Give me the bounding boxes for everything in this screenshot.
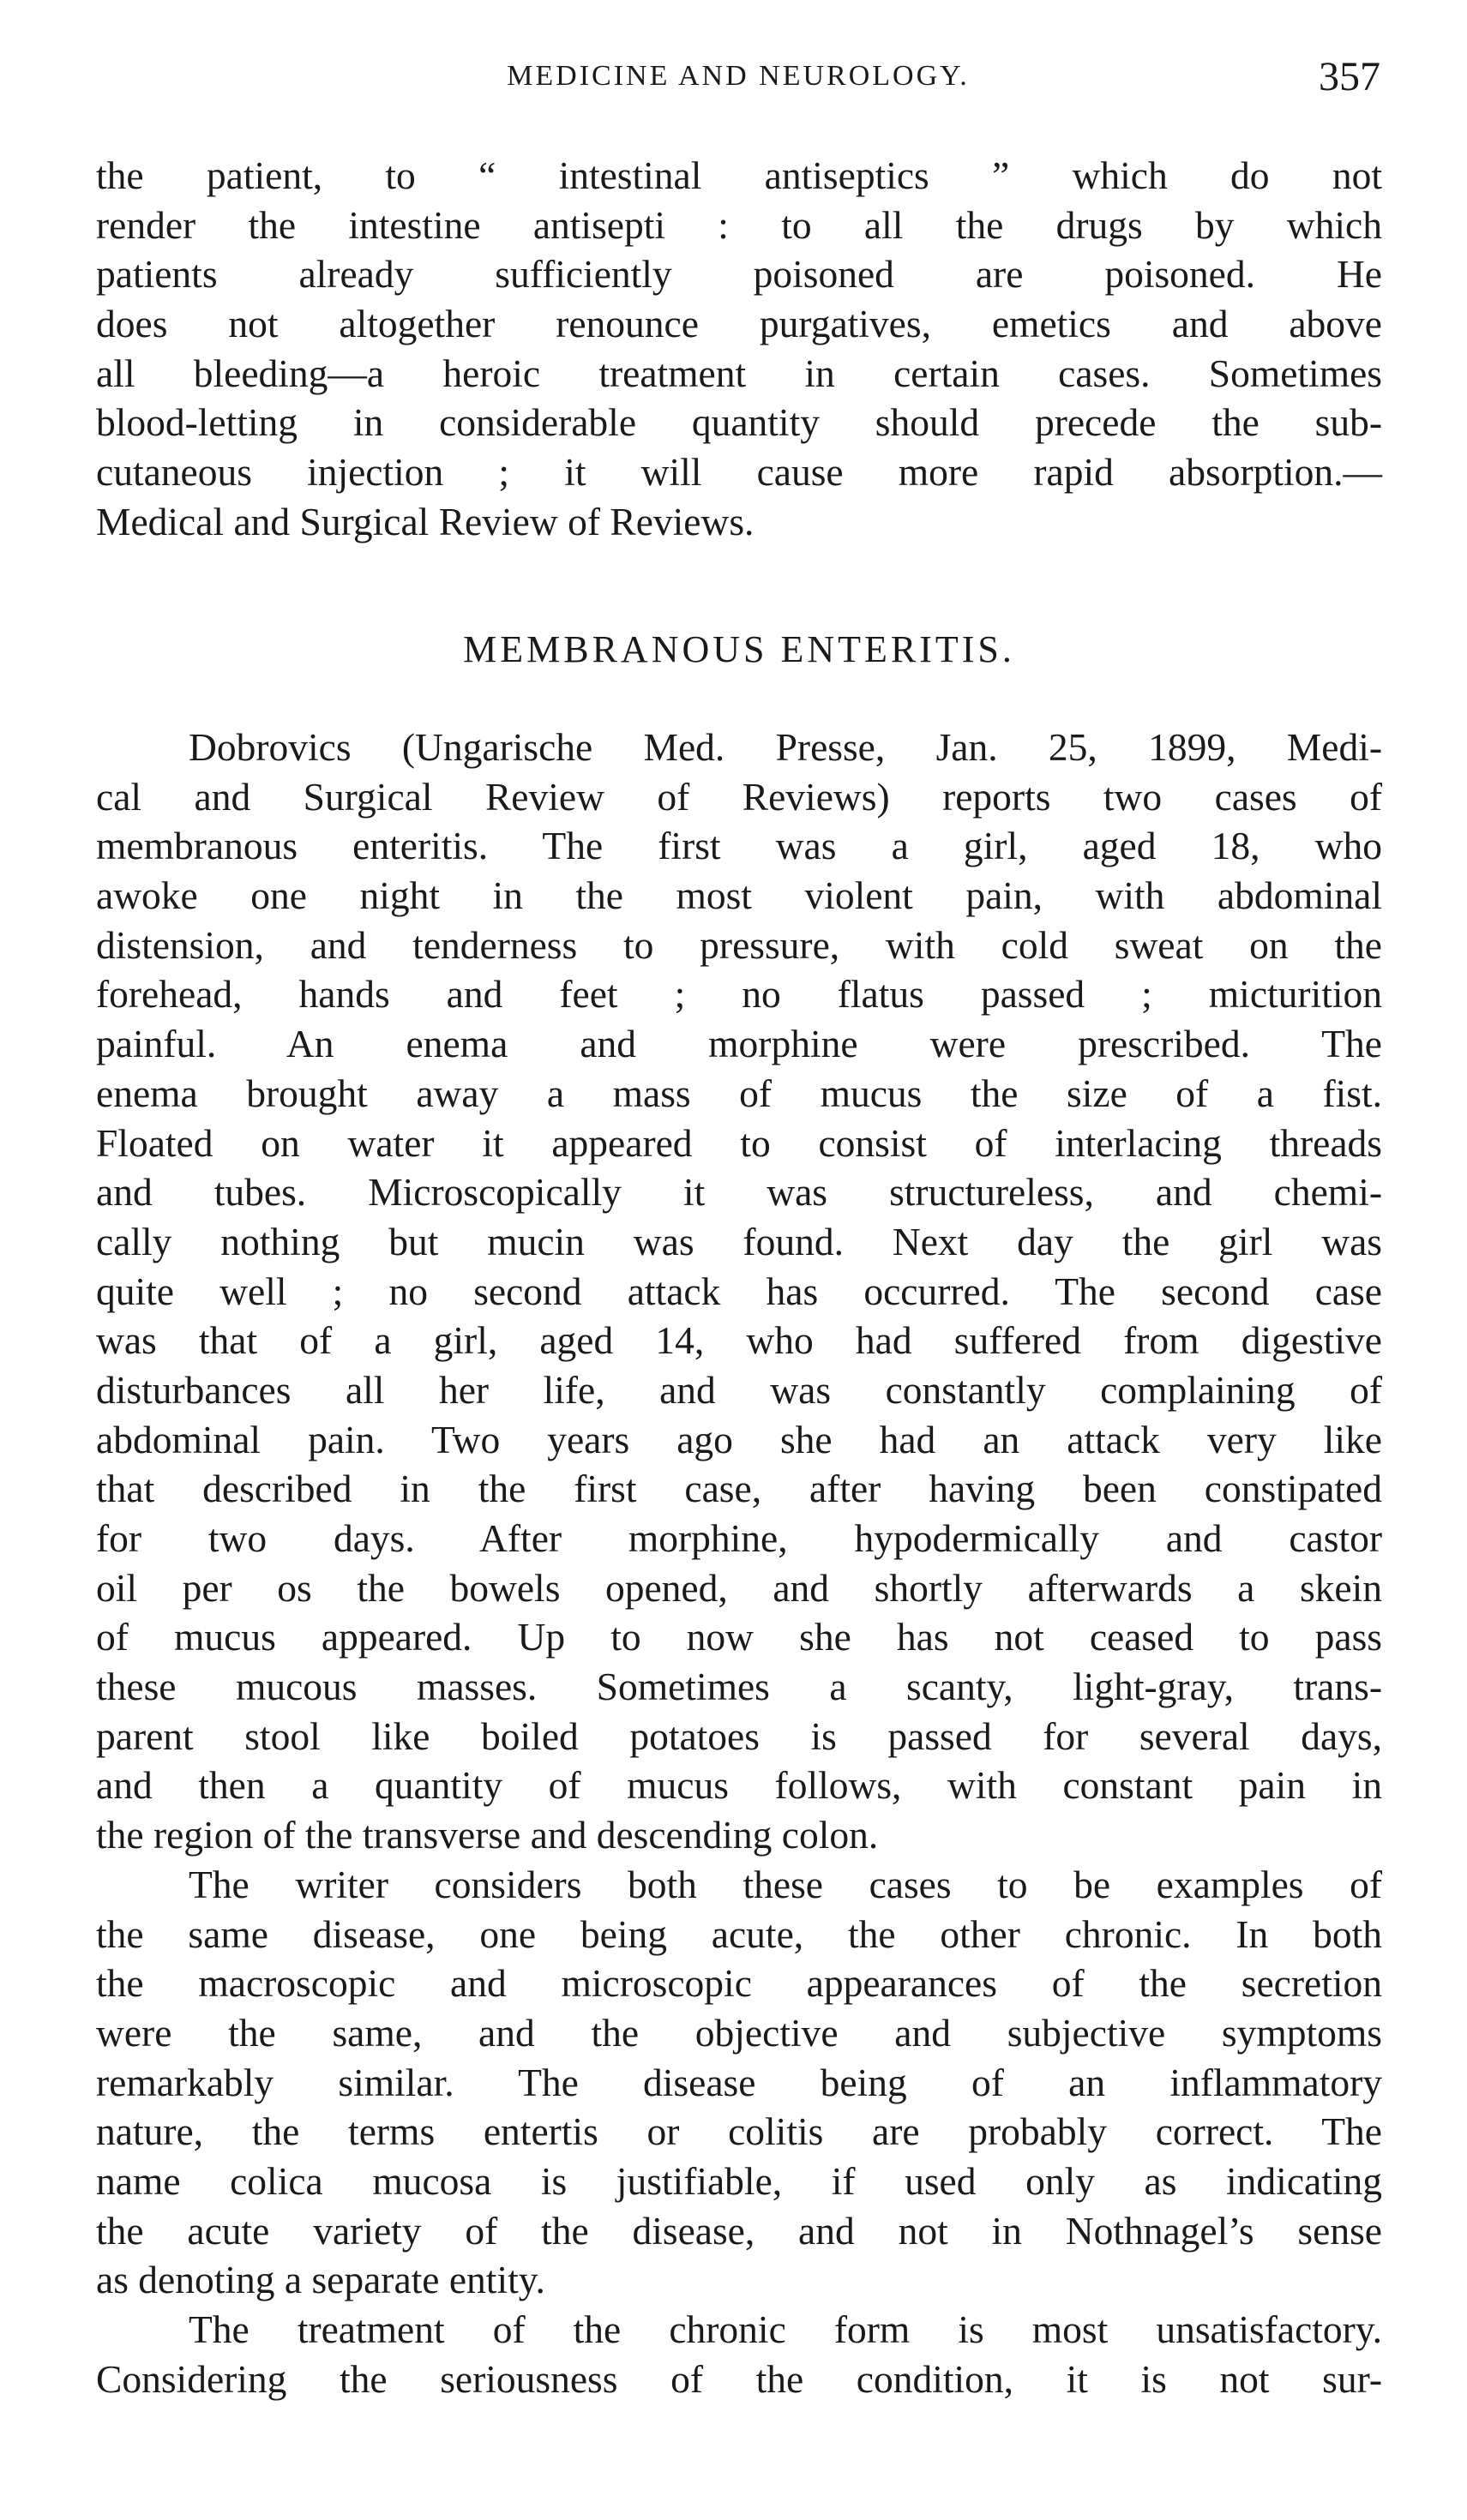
text-line: Medical and Surgical Review of Reviews. [96,499,755,543]
text-line: remarkably similar. The disease being of an inflammatory [96,2060,1382,2104]
text-line: and tubes. Microscopically it was structureless, and chemi- [96,1170,1382,1215]
text-line: blood-letting in considerable quantity should precede the sub- [96,400,1382,445]
text-line: the patient, to “ intestinal antiseptics ” which do not [96,153,1382,197]
text-line: was that of a girl, aged 14, who had suffered from digestive [96,1318,1382,1363]
page-number: 357 [1319,54,1380,99]
text-line: parent stool like boiled potatoes is passed for several days, [96,1713,1382,1758]
text-line: for two days. After morphine, hypodermically and castor [96,1516,1382,1560]
article-body [96,723,1382,2403]
text-line: all bleeding—a heroic treatment in certain cases. Sometimes [96,351,1382,395]
text-line: render the intestine antisepti : to all the drugs by which [96,202,1382,247]
text-line: Considering the seriousness of the condition, it is not sur- [96,2356,1382,2401]
running-head [96,53,1380,113]
text-line: these mucous masses. Sometimes a scanty, light-gray, trans- [96,1665,1382,1709]
text-line: the acute variety of the disease, and not in Nothnagel’s sense [96,2208,1382,2253]
text-line: forehead, hands and feet ; no flatus passed ; micturition [96,972,1382,1017]
text-line: name colica mucosa is justifiable, if used only as indicating [96,2158,1382,2203]
text-line: the macroscopic and microscopic appearances of the secretion [96,1961,1382,2006]
text-line: Floated on water it appeared to consist of interlacing threads [96,1120,1382,1165]
text-line: distension, and tenderness to pressure, with cold sweat on the [96,922,1382,967]
text-line: The treatment of the chronic form is most unsatisfactory. [189,2307,1382,2351]
text-line: painful. An enema and morphine were prescribed. The [96,1022,1382,1066]
text-line: quite well ; no second attack has occurred. The second case [96,1269,1382,1313]
text-line: that described in the first case, after having been constipated [96,1467,1382,1511]
text-line: the same disease, one being acute, the other chronic. In both [96,1911,1382,1956]
continued-paragraph [96,151,1382,547]
text-line: does not altogether renounce purgatives, emetics and above [96,302,1382,346]
text-line: patients already sufficiently poisoned are poisoned. He [96,252,1382,297]
text-line: enema brought away a mass of mucus the size of a fist. [96,1071,1382,1115]
text-line: as denoting a separate entity. [96,2258,545,2302]
text-line: cally nothing but mucin was found. Next day the girl was [96,1219,1382,1263]
text-line: and then a quantity of mucus follows, with constant pain in [96,1763,1382,1808]
text-line: nature, the terms entertis or colitis are probably correct. The [96,2109,1382,2154]
text-line: awoke one night in the most violent pain, with abdominal [96,873,1382,918]
text-line: Dobrovics (Ungarische Med. Presse, Jan. 25, 1899, Medi- [189,725,1382,769]
text-line: cutaneous injection ; it will cause more rapid absorption.— [96,450,1382,495]
text-line: The writer considers both these cases to be examples of [189,1862,1382,1906]
text-line: of mucus appeared. Up to now she has not ceased to pass [96,1615,1382,1659]
text-line: membranous enteritis. The first was a girl, aged 18, who [96,824,1382,868]
running-title: MEDICINE AND NEUROLOGY. [507,60,970,92]
text-line: were the same, and the objective and subjective symptoms [96,2010,1382,2055]
section-heading: MEMBRANOUS ENTERITIS. [463,628,1015,670]
text-line: cal and Surgical Review of Reviews) reports two cases of [96,774,1382,819]
text-line: abdominal pain. Two years ago she had an attack very like [96,1417,1382,1461]
text-line: oil per os the bowels opened, and shortly afterwards a skein [96,1565,1382,1610]
text-line: disturbances all her life, and was constantly complaining of [96,1367,1382,1412]
text-line: the region of the transverse and descending colon. [96,1813,879,1857]
